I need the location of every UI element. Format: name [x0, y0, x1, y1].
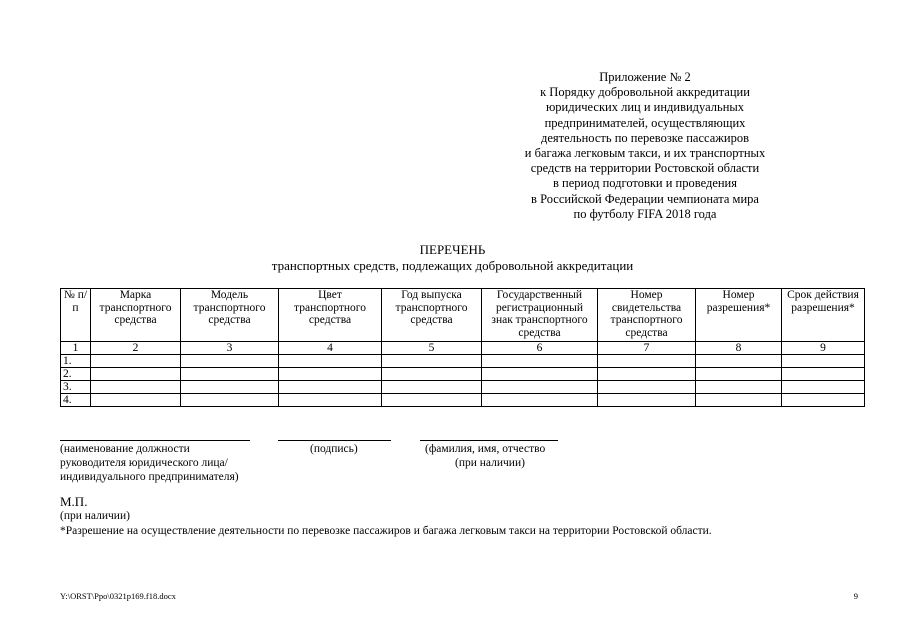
table-cell	[382, 368, 482, 381]
table-header-row	[61, 289, 865, 342]
table-cell	[598, 368, 696, 381]
table-cell	[91, 368, 181, 381]
row-index: 4.	[61, 394, 91, 407]
position-caption-line3: индивидуального предпринимателя)	[60, 471, 239, 483]
table-cell	[279, 381, 382, 394]
table-cell	[598, 381, 696, 394]
table-cell	[598, 394, 696, 407]
header-cell: Цвет транспортного средства	[279, 289, 382, 342]
row-index: 3.	[61, 381, 91, 394]
page-number: 9	[853, 591, 858, 601]
table-cell	[91, 381, 181, 394]
appendix-line: по футболу FIFA 2018 года	[573, 206, 717, 221]
table-cell	[181, 368, 279, 381]
column-number-cell: 8	[696, 342, 782, 355]
position-caption: (наименование должности	[60, 443, 190, 455]
appendix-line: средств на территории Ростовской области	[530, 161, 760, 176]
appendix-line: в Российской Федерации чемпионата мира	[531, 191, 759, 206]
name-caption: (фамилия, имя, отчество	[425, 443, 546, 455]
table-cell	[279, 394, 382, 407]
table-cell	[782, 368, 865, 381]
table-row	[61, 355, 865, 368]
table-row	[61, 381, 865, 394]
stamp-note: (при наличии)	[60, 510, 130, 522]
header-cell: Номер свидетельства транспортного средства	[598, 289, 696, 342]
header-cell: Государственный регистрационный знак транспортного средства	[482, 289, 598, 342]
table-cell	[696, 381, 782, 394]
table-cell	[482, 381, 598, 394]
table-cell	[382, 355, 482, 368]
column-number-cell: 1	[61, 342, 91, 355]
appendix-line: юридических лиц и индивидуальных	[545, 100, 745, 115]
table-cell	[696, 394, 782, 407]
table-cell	[279, 368, 382, 381]
column-number-cell: 7	[598, 342, 696, 355]
stamp-label: М.П.	[60, 494, 88, 509]
header-cell: Марка транспортного средства	[91, 289, 181, 342]
table-row	[61, 368, 865, 381]
column-number-cell: 9	[782, 342, 865, 355]
table-cell	[181, 394, 279, 407]
position-signature-line	[60, 440, 250, 441]
column-number-cell: 6	[482, 342, 598, 355]
table-cell	[696, 368, 782, 381]
column-number-cell: 2	[91, 342, 181, 355]
table-cell	[91, 355, 181, 368]
header-cell: Номер разрешения*	[696, 289, 782, 342]
column-number-cell: 4	[279, 342, 382, 355]
table-cell	[482, 355, 598, 368]
column-number-row	[61, 342, 865, 355]
table-cell	[482, 394, 598, 407]
row-index: 1.	[61, 355, 91, 368]
document-title: ПЕРЕЧЕНЬ	[419, 242, 486, 257]
table-cell	[91, 394, 181, 407]
column-number-cell: 3	[181, 342, 279, 355]
table-cell	[482, 368, 598, 381]
table-cell	[782, 355, 865, 368]
signature-line	[278, 440, 391, 441]
column-number-cell: 5	[382, 342, 482, 355]
header-cell: Срок действия разрешения*	[782, 289, 865, 342]
footnote: *Разрешение на осуществление деятельности по перевозке пассажиров и багажа легковым такси на территории Ростовской области.	[60, 525, 712, 537]
table-cell	[696, 355, 782, 368]
table-cell	[279, 355, 382, 368]
appendix-line: и багажа легковым такси, и их транспортных	[524, 146, 766, 161]
appendix-line: деятельность по перевозке пассажиров	[541, 130, 749, 145]
appendix-line: в период подготовки и проведения	[552, 176, 737, 191]
table-cell	[782, 381, 865, 394]
table-cell	[181, 381, 279, 394]
signature-caption: (подпись)	[310, 443, 358, 455]
row-index: 2.	[61, 368, 91, 381]
table-cell	[598, 355, 696, 368]
header-cell: № п/п	[61, 289, 91, 342]
table-cell	[382, 394, 482, 407]
appendix-line: Приложение № 2	[599, 70, 691, 84]
appendix-line: предпринимателей, осуществляющих	[544, 115, 746, 130]
table-cell	[382, 381, 482, 394]
table-row	[61, 394, 865, 407]
appendix-header	[480, 70, 810, 222]
document-subtitle: транспортных средств, подлежащих добровольной аккредитации	[271, 258, 634, 273]
file-path: Y:\ORST\Ppo\0321p169.f18.docx	[60, 591, 176, 601]
header-cell: Год выпуска транспортного средства	[382, 289, 482, 342]
appendix-line: к Порядку добровольной аккредитации	[540, 85, 750, 100]
header-cell: Модель транспортного средства	[181, 289, 279, 342]
position-caption-line2: руководителя юридического лица/	[60, 457, 228, 469]
table-cell	[181, 355, 279, 368]
name-caption-line2: (при наличии)	[455, 457, 525, 469]
table-cell	[782, 394, 865, 407]
name-signature-line	[420, 440, 558, 441]
vehicle-list-table	[60, 288, 865, 407]
